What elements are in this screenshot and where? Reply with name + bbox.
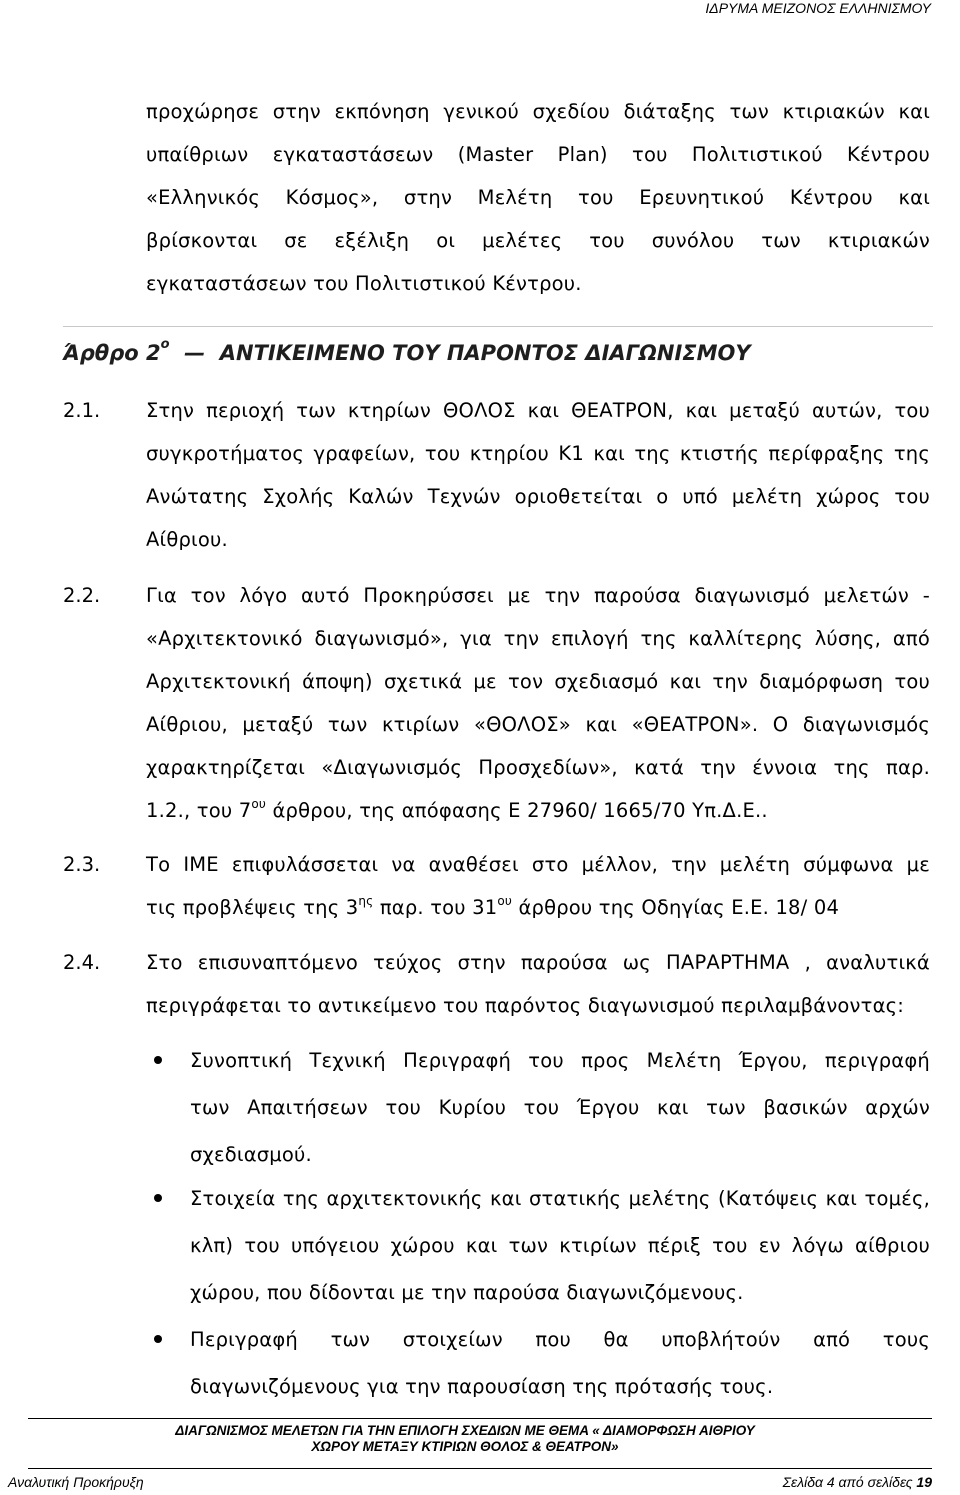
text-line: Το ΙΜΕ επιφυλάσσεται να αναθέσει στο μέλλον, την μελέτη σύμφωνα με: [146, 853, 930, 876]
text-line: «Αρχιτεκτονικό διαγωνισμό», για την επιλογή της καλλίτερης λύσης, από: [146, 627, 930, 650]
text-line: κλπ) του υπόγειου χώρου και των κτιρίων πέριξ του εν λόγω αίθριου: [190, 1234, 930, 1257]
footer-doc-type: Αναλυτική Προκήρυξη: [8, 1474, 144, 1490]
bullet-icon: [154, 1194, 162, 1202]
text-line: σχεδιασμού.: [190, 1143, 312, 1166]
text-line: χώρου, που δίδονται με την παρούσα διαγωνιζόμενους.: [190, 1281, 744, 1304]
text-line: «Ελληνικός Κόσμος», στην Μελέτη του Ερευνητικού Κέντρου και: [146, 186, 930, 209]
section-number: 2.1.: [63, 399, 101, 422]
section-number: 2.4.: [63, 951, 101, 974]
text-line: Ανώτατης Σχολής Καλών Τεχνών οριοθετείται ο υπό μελέτη χώρος του: [146, 485, 930, 508]
text-line: χαρακτηρίζεται «Διαγωνισμός Προσχεδίων», κατά την έννοια της παρ.: [146, 756, 930, 779]
superscript: ου: [497, 893, 513, 908]
section-2-1: [146, 389, 930, 561]
text-line: Αρχιτεκτονική άποψη) σχετικά με τον σχεδιασμό και την διαμόρφωση του: [146, 670, 930, 693]
text-line: Στο επισυναπτόμενο τεύχος στην παρούσα ως ΠΑΡΑΡΤΗΜΑ , αναλυτικά: [146, 951, 930, 974]
text-line: προχώρησε στην εκπόνηση γενικού σχεδίου διάταξης των κτιριακών και: [146, 100, 930, 123]
text-line: Αίθριου.: [146, 528, 228, 551]
section-2-4: [146, 941, 930, 1027]
list-item: [190, 1037, 930, 1178]
text-line: βρίσκονται σε εξέλιξη οι μελέτες του συνόλου των κτιριακών: [146, 229, 930, 252]
text-line: Στοιχεία της αρχιτεκτονικής και στατικής μελέτης (Κατόψεις και τομές,: [190, 1187, 930, 1210]
list-item: [190, 1175, 930, 1316]
superscript: ου: [251, 796, 267, 811]
text-line: Στην περιοχή των κτηρίων ΘΟΛΟΣ και ΘΕΑΤΡΟΝ, και μεταξύ αυτών, του: [146, 399, 930, 422]
text-fragment: παρ. του 31: [373, 896, 498, 919]
text-fragment: άρθρου της Οδηγίας Ε.Ε. 18/ 04: [512, 896, 840, 919]
header-org: ΙΔΡΥΜΑ ΜΕΙΖΟΝΟΣ ΕΛΛΗΝΙΣΜΟΥ: [705, 0, 931, 16]
text-fragment: άρθρου, της απόφασης Ε 27960/ 1665/70 Υπ.Δ.Ε..: [266, 799, 768, 822]
list-item: [190, 1316, 930, 1410]
text-line: Συνοπτική Τεχνική Περιγραφή του προς Μελέτη Έργου, περιγραφή: [190, 1049, 930, 1072]
intro-paragraph: [146, 90, 930, 305]
text-line: διαγωνιζόμενους για την παρουσίαση της πρότασής τους.: [190, 1375, 774, 1398]
page-total: 19: [916, 1474, 932, 1490]
section-2-2: [146, 574, 930, 832]
text-line: Αίθριου, μεταξύ των κτιρίων «ΘΟΛΟΣ» και «ΘΕΑΤΡΟΝ». Ο διαγωνισμός: [146, 713, 930, 736]
section-number: 2.2.: [63, 584, 101, 607]
section-number: 2.3.: [63, 853, 101, 876]
text-line: υπαίθριων εγκαταστάσεων (Master Plan) του Πολιτιστικού Κέντρου: [146, 143, 930, 166]
text-fragment: τις προβλέψεις της 3: [146, 896, 359, 919]
footer-line: ΔΙΑΓΩΝΙΣΜΟΣ ΜΕΛΕΤΩΝ ΓΙΑ ΤΗΝ ΕΠΙΛΟΓΗ ΣΧΕΔΙΩΝ ΜΕ ΘΕΜΑ « ΔΙΑΜΟΡΦΩΣΗ ΑΙΘΡΙΟΥ: [175, 1423, 755, 1438]
superscript: ης: [358, 893, 374, 908]
text-line: [146, 886, 930, 929]
footer-divider: [28, 1418, 932, 1419]
text-fragment: 1.2., του 7: [146, 799, 252, 822]
text-line: περιγράφεται το αντικείμενο του παρόντος διαγωνισμού περιλαμβάνοντας:: [146, 994, 905, 1017]
bullet-icon: [154, 1335, 162, 1343]
page-prefix: Σελίδα 4 από σελίδες: [782, 1474, 917, 1490]
article-prefix: Άρθρο 2: [63, 341, 161, 365]
text-line: εγκαταστάσεων του Πολιτιστικού Κέντρου.: [146, 272, 582, 295]
article-sup: ο: [160, 337, 170, 352]
article-heading: ΑΝΤΙΚΕΙΜΕΝΟ ΤΟΥ ΠΑΡΟΝΤΟΣ ΔΙΑΓΩΝΙΣΜΟΥ: [219, 341, 751, 365]
section-2-3: [146, 843, 930, 929]
text-line: Περιγραφή των στοιχείων που θα υποβλήτούν από τους: [190, 1328, 930, 1351]
text-line: [146, 789, 930, 832]
article-title: Άρθρο $2^o$ — ΑΝΤΙΚΕΙΜΕΝΟ ΤΟΥ ΠΑΡΟΝΤΟΣ ΔΙΑΓΩΝΙΣΜΟΥ: [63, 326, 933, 373]
footer-subject: [28, 1423, 902, 1455]
text-line: Για τον λόγο αυτό Προκηρύσσει με την παρούσα διαγωνισμό μελετών -: [146, 584, 930, 607]
bullet-icon: [154, 1056, 162, 1064]
footer-divider: [28, 1468, 932, 1469]
page-indicator: [783, 1474, 932, 1490]
text-line: των Απαιτήσεων του Κυρίου του Έργου και των βασικών αρχών: [190, 1096, 930, 1119]
text-line: συγκροτήματος γραφείων, του κτηρίου Κ1 και της κτιστής περίφραξης της: [146, 442, 930, 465]
footer-line: ΧΩΡΟΥ ΜΕΤΑΞΥ ΚΤΙΡΙΩΝ ΘΟΛΟΣ & ΘΕΑΤΡΟΝ»: [311, 1439, 619, 1454]
